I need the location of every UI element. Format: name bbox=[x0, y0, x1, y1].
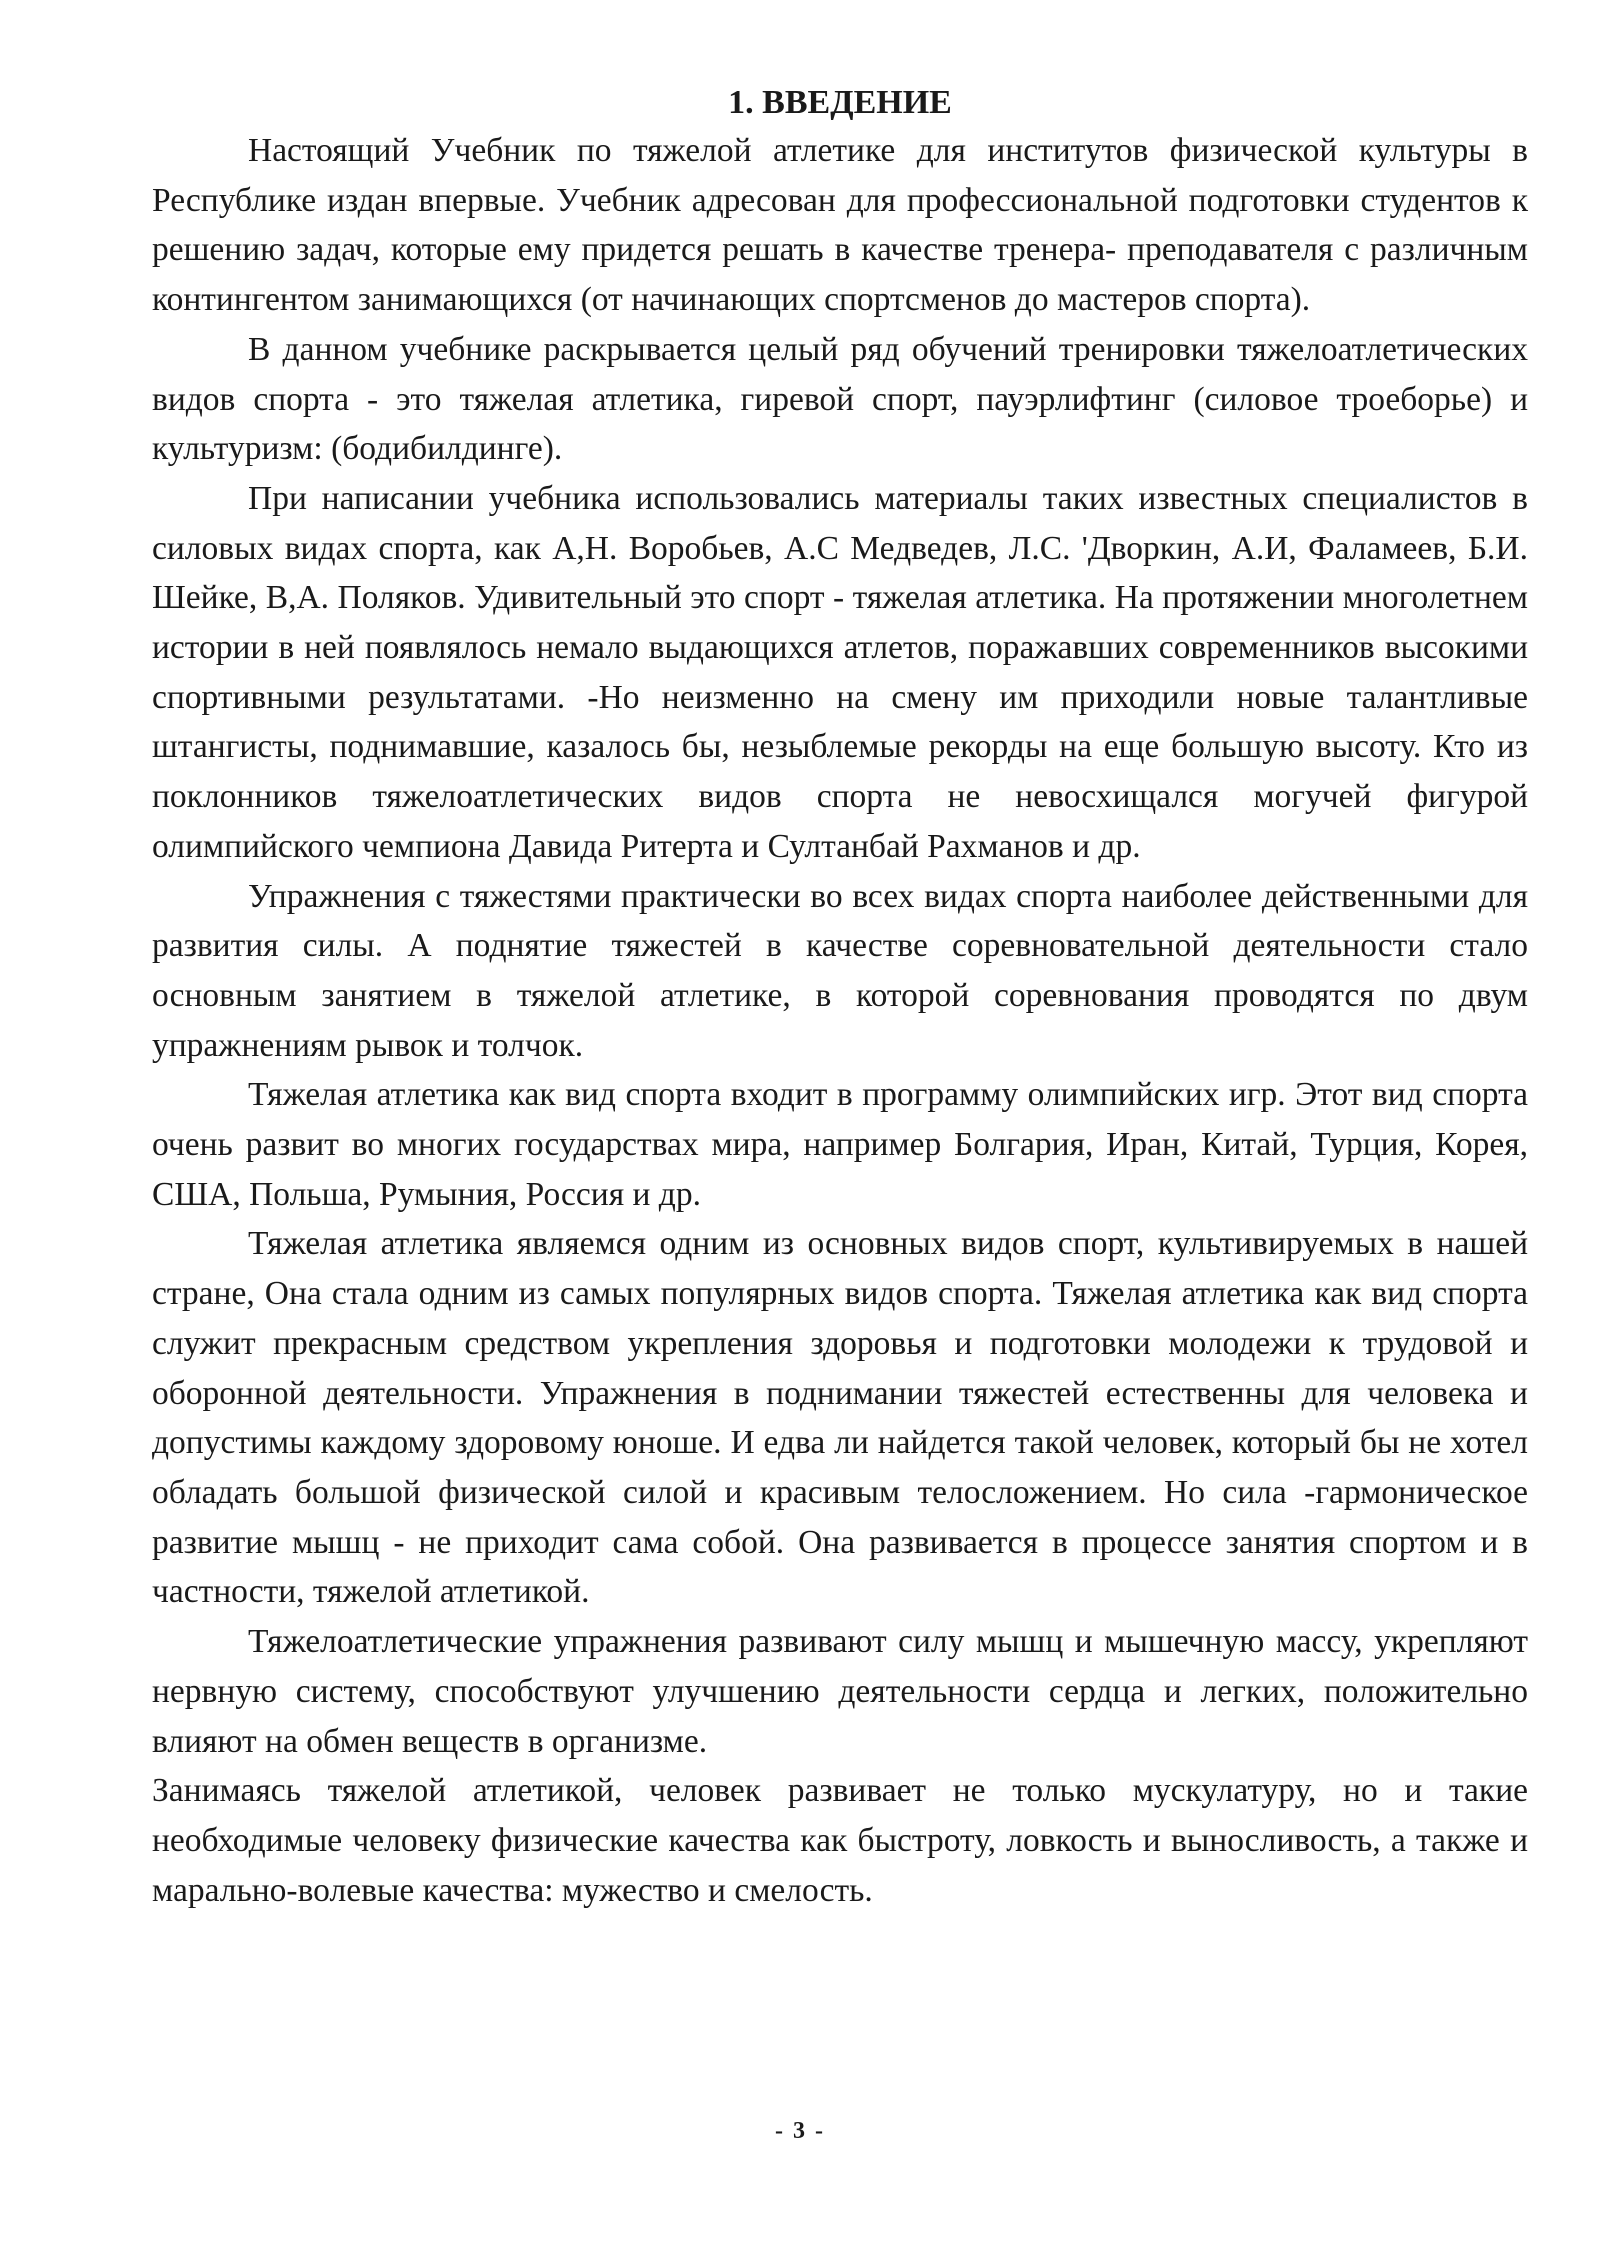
paragraph-popularity: Тяжелая атлетика являемся одним из основных видов спорт, культивируемых в нашей стране, Она стала одним из самых популярных видов спорта. Тяжелая атлетика как вид спорта служит прекрасным средством укрепления здоровья и подготовки молодежи к трудовой и оборонной деятельности. Упражнения в поднимании тяжестей естественны для человека и допустимы каждому здоровому юноше. И едва ли найдется такой человек, который бы не хотел обладать большой физической силой и красивым телосложением. Но сила -гармоническое развитие мышц - не приходит сама собой. Она развивается в процессе занятия спортом и в частности, тяжелой атлетикой. bbox=[152, 1225, 1528, 1611]
paragraph-olympic: Тяжелая атлетика как вид спорта входит в программу олимпийских игр. Этот вид спорта очень развит во многих государствах мира, например Болгария, Иран, Китай, Турция, Корея, США, Польша, Румыния, Россия и др. bbox=[152, 1076, 1528, 1213]
section-heading: 1. ВВЕДЕНИЕ bbox=[728, 84, 952, 121]
paragraph-intro: Настоящий Учебник по тяжелой атлетике для институтов физической культуры в Республике издан впервые. Учебник адресован для профессиональной подготовки студентов к решению задач, которые ему придется решать в качестве тренера- преподавателя с различным контингентом занимающихся (от начинающих спортсменов до мастеров спорта). bbox=[152, 132, 1528, 319]
paragraph-benefits: Тяжелоатлетические упражнения развивают силу мышц и мышечную массу, укрепляют нервную систему, способствуют улучшению деятельности сердца и легких, положительно влияют на обмен веществ в организме. bbox=[152, 1623, 1528, 1760]
page-content bbox=[152, 80, 1528, 1915]
paragraph-exercises: Упражнения с тяжестями практически во всех видах спорта наиболее действенными для развития силы. А поднятие тяжестей в качестве соревновательной деятельности стало основным занятием в тяжелой атлетике, в которой соревнования проводятся по двум упражнениям рывок и толчок. bbox=[152, 877, 1528, 1064]
paragraph-scope: В данном учебнике раскрывается целый ряд обучений тренировки тяжелоатлетических видов спорта - это тяжелая атлетика, гиревой спорт, пауэрлифтинг (силовое троеборье) и культуризм: (бодибилдинге). bbox=[152, 330, 1528, 468]
paragraph-sources: При написании учебника использовались материалы таких известных специалистов в силовых видах спорта, как А,Н. Воробьев, А.С Медведев, Л.С. 'Дворкин, А.И, Фаламеев, Б.И. Шейке, В,А. Поляков. Удивительный это спорт - тяжелая атлетика. На протяжении многолетнем истории в ней появлялось немало выдающихся атлетов, поражавших современников высокими спортивными результатами. -Но неизменно на смену им приходили новые талантливые штангисты, поднимавшие, казалось бы, незыблемые рекорды на еще большую высоту. Кто из поклонников тяжелоатлетических видов спорта не невосхищался могучей фигурой олимпийского чемпиона Давида Ритерта и Султанбай Рахманов и др. bbox=[152, 479, 1528, 865]
page-number: - 3 - bbox=[775, 2118, 825, 2144]
paragraph-qualities: Занимаясь тяжелой атлетикой, человек развивает не только мускулатуру, но и такие необходимые человеку физические качества как быстроту, ловкость и выносливость, а также и марально-волевые качества: мужество и смелость. bbox=[152, 1772, 1528, 1909]
